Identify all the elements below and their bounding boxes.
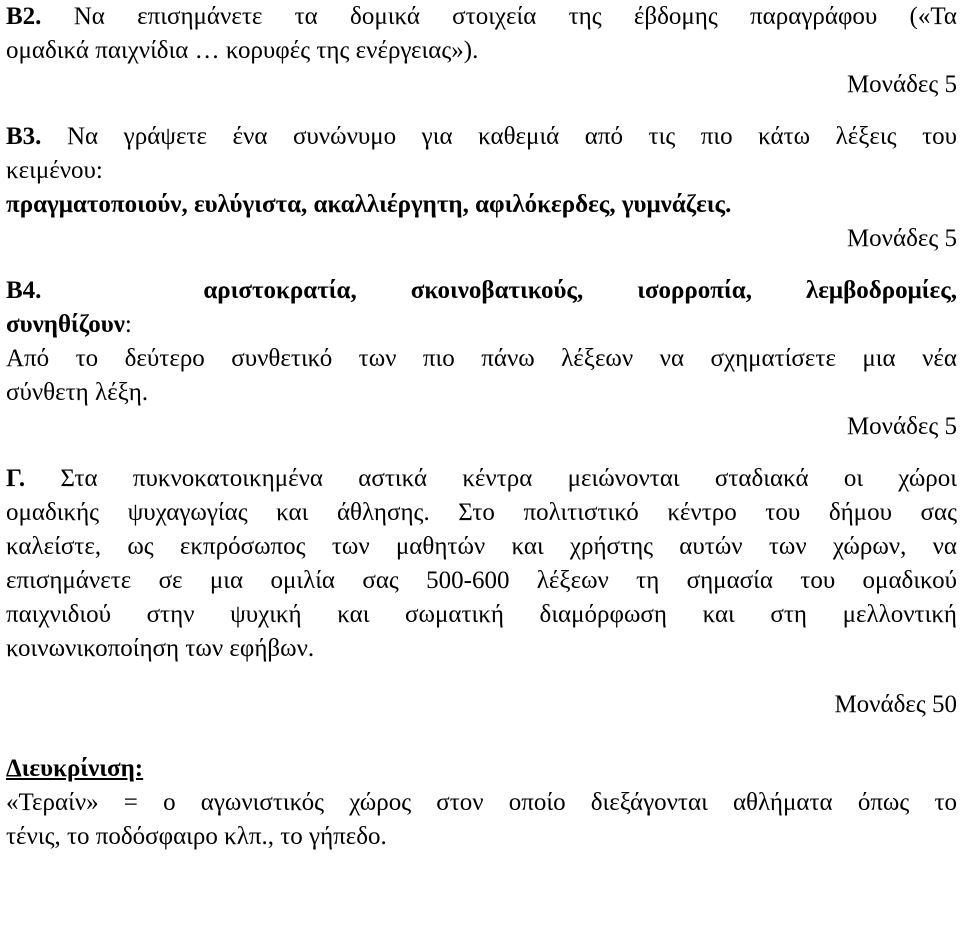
- question-b4-word-4: λεμβοδρομίες,: [805, 277, 957, 304]
- question-b2-text-1: Να επισημάνετε τα δομικά στοιχεία της έβδομης παραγράφου («Τα: [73, 3, 957, 30]
- question-g-line-1: [6, 462, 957, 496]
- clarification-note: [6, 752, 957, 854]
- clarification-heading: Διευκρίνιση:: [6, 755, 144, 782]
- question-b3-line-1: [6, 120, 957, 154]
- question-b2: [6, 0, 957, 102]
- question-g-line-4: επισημάνετε σε μια ομιλία σας 500-600 λέξεων τη σημασία του ομαδικού: [6, 567, 957, 594]
- clarification-line-2: τένις, το ποδόσφαιρο κλπ., το γήπεδο.: [6, 823, 387, 850]
- question-g-line-5: παιχνιδιού στην ψυχική και σωματική διαμόρφωση και στη μελλοντική: [6, 601, 957, 628]
- question-b2-line-2: ομαδικά παιχνίδια … κορυφές της ενέργειας»).: [6, 37, 479, 64]
- question-b3-words: πραγματοποιούν, ευλύγιστα, ακαλλιέργητη, αφιλόκερδες, γυμνάζεις.: [6, 191, 732, 218]
- clarification-line-1: «Τεραίν» = ο αγωνιστικός χώρος στον οποίο διεξάγονται αθλήματα όπως το: [6, 789, 957, 816]
- question-b4: [6, 274, 957, 444]
- question-b4-words-line-1: [6, 274, 957, 308]
- question-g-line-6: κοινωνικοποίηση των εφήβων.: [6, 635, 315, 662]
- question-b4-word-5: συνηθίζουν: [6, 311, 125, 338]
- question-b4-words-line-2: [6, 308, 957, 342]
- question-b3-text-1: Να γράψετε ένα συνώνυμο για καθεμιά από τις πιο κάτω λέξεις του: [66, 123, 957, 150]
- question-b4-word-3: ισορροπία,: [637, 277, 752, 304]
- question-b3-line-2: κειμένου:: [6, 157, 103, 184]
- question-b2-label: Β2.: [6, 3, 42, 30]
- question-b4-line-4: σύνθετη λέξη.: [6, 379, 149, 406]
- question-g-line-3: καλείστε, ως εκπρόσωπος των μαθητών και χρήστης αυτών των χώρων, να: [6, 533, 957, 560]
- question-b3-marks: Μονάδες 5: [846, 225, 957, 252]
- question-b4-marks: Μονάδες 5: [846, 413, 957, 440]
- question-b2-marks: Μονάδες 5: [846, 71, 957, 98]
- question-b3: [6, 120, 957, 256]
- question-b4-word-2: σκοινοβατικούς,: [410, 277, 584, 304]
- question-b4-word-1: αριστοκρατία,: [203, 277, 357, 304]
- question-b4-colon: :: [124, 311, 132, 338]
- question-b4-label: Β4.: [6, 277, 42, 304]
- question-b4-line-3: Από το δεύτερο συνθετικό των πιο πάνω λέξεων να σχηματίσετε μια νέα: [6, 345, 957, 372]
- question-b2-line-1: [6, 0, 957, 34]
- question-g-label: Γ.: [6, 465, 26, 492]
- question-b3-label: Β3.: [6, 123, 42, 150]
- question-g-text-1: Στα πυκνοκατοικημένα αστικά κέντρα μειώνονται σταδιακά οι χώροι: [60, 465, 958, 492]
- question-g-marks: Μονάδες 50: [834, 691, 957, 718]
- question-g: [6, 462, 957, 722]
- question-g-line-2: ομαδικής ψυχαγωγίας και άθλησης. Στο πολιτιστικό κέντρο του δήμου σας: [6, 499, 957, 526]
